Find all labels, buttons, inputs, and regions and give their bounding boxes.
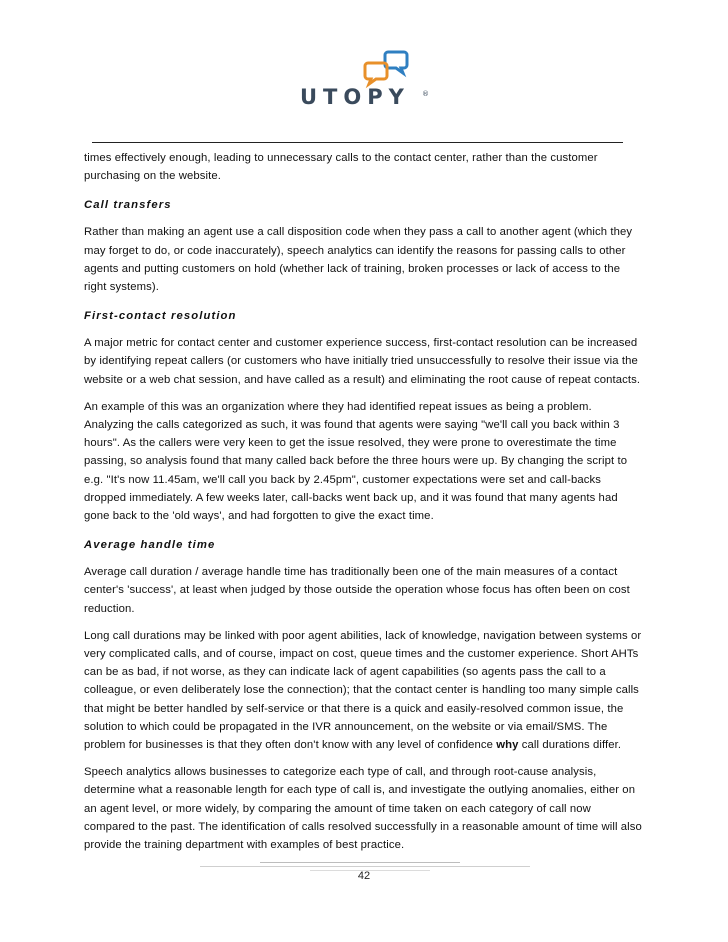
logo-wordmark: UTOPY (300, 85, 410, 108)
paragraph-fcr-intro: A major metric for contact center and customer experience success, first-contact resolution can be increased by identifying repeat callers (or customers who have initially tried unsuccessfully to resolve their issue via the website or a web chat session, and have called as a result) and eliminating the root cause of repeat contacts. (84, 337, 641, 386)
heading-first-contact-resolution: First-contact resolution (84, 310, 237, 323)
speech-bubbles-icon (365, 52, 407, 84)
page-number: 42 (357, 870, 371, 882)
paragraph-aht-durations (84, 627, 644, 754)
text-run: Long call durations may be linked with poor agent abilities, lack of knowledge, navigation between systems or very complicated calls, and of course, impact on cost, queue times and the customer experience. Short AHTs can be as bad, if not worse, as they can indicate lack of agent capabilities (so agents pass the call to a colleague, or even deliberately lose the connection); that the contact center is handling too many simple calls that might be better handled by self-service or that there is a quick and easily-resolved common issue, the solution to which could be propagated in the IVR announcement, on the website or via email/SMS. The problem for businesses is that they often don't know with any level of confidence (84, 629, 642, 752)
paragraph-call-transfers: Rather than making an agent use a call disposition code when they pass a call to another agent (which they may forget to do, or code inaccurately), speech analytics can identify the reasons for passing calls to other agents and putting customers on hold (whether lack of training, broken processes or lack of access to the right systems). (84, 226, 633, 294)
paragraph-speech-analytics: Speech analytics allows businesses to categorize each type of call, and through root-cause analysis, determine what a reasonable length for each type of call is, and investigate the outlying anomalies, either on an agent level, or more widely, by comparing the amount of time taken on each category of call now compared to the past. The identification of calls resolved successfully in a reasonable amount of time will also provide the training department with examples of best practice. (84, 766, 642, 852)
header-rule (92, 142, 623, 143)
utopy-logo (296, 50, 432, 108)
paragraph-aht-intro: Average call duration / average handle time has traditionally been one of the main measures of a contact center's 'success', at least when judged by those outside the operation whose focus has often been on cost reduction. (84, 566, 630, 615)
paragraph-continued: times effectively enough, leading to unnecessary calls to the contact center, rather than the customer purchasing on the website. (84, 152, 598, 183)
text-run: call durations differ. (518, 739, 622, 752)
paragraph-fcr-example: An example of this was an organization where they had identified repeat issues as being a problem. Analyzing the calls categorized as such, it was found that agents were saying "we'll call you back within 3 hours". As the callers were very keen to get the issue resolved, they were prone to overestimate the time passing, so analysis found that many called back before the three hours were up. By changing the script to e.g. "It's now 11.45am, we'll call you back by 2.45pm", customer expectations were set and call-backs dropped immediately. A few weeks later, call-backs went back up, and it was found that many agents had gone back to the 'old ways', and had forgotten to give the exact time. (84, 400, 628, 523)
registered-mark: ® (422, 90, 429, 98)
heading-average-handle-time: Average handle time (84, 539, 216, 552)
page-body (84, 149, 644, 863)
bold-why: why (496, 739, 519, 752)
heading-call-transfers: Call transfers (84, 199, 172, 212)
